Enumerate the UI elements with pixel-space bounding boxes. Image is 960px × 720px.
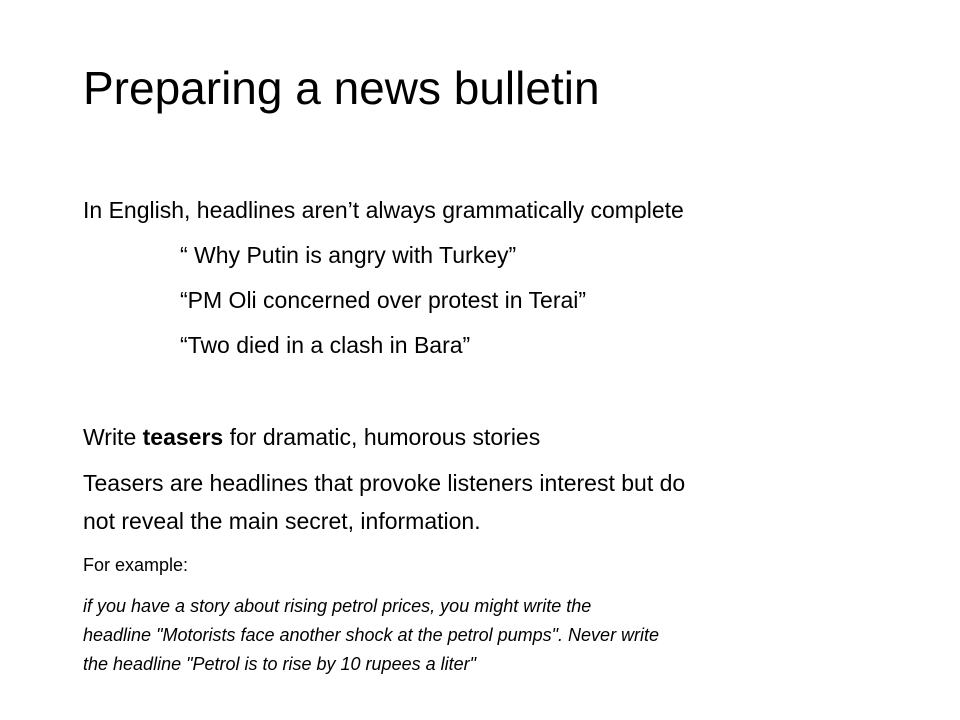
teasers-definition-line: Teasers are headlines that provoke listeners interest but do	[83, 470, 686, 496]
teasers-prefix: Write	[83, 424, 143, 450]
example-text-line: headline "Motorists face another shock at the petrol pumps". Never write	[83, 625, 660, 645]
teasers-definition-line: not reveal the main secret, information.	[83, 508, 481, 534]
example-text-line: if you have a story about rising petrol prices, you might write the	[83, 596, 592, 616]
teasers-suffix: for dramatic, humorous stories	[223, 424, 541, 450]
intro-text: In English, headlines aren’t always grammatically complete	[83, 197, 684, 223]
headline-example: “ Why Putin is angry with Turkey”	[180, 242, 517, 268]
example-text-line: the headline "Petrol is to rise by 10 rupees a liter"	[83, 654, 476, 674]
teasers-instruction	[83, 422, 540, 452]
headline-example: “Two died in a clash in Bara”	[180, 332, 471, 358]
for-example-label: For example:	[83, 555, 189, 575]
slide-title: Preparing a news bulletin	[83, 62, 600, 114]
headline-example: “PM Oli concerned over protest in Terai”	[180, 287, 587, 313]
teasers-keyword: teasers	[142, 424, 224, 450]
